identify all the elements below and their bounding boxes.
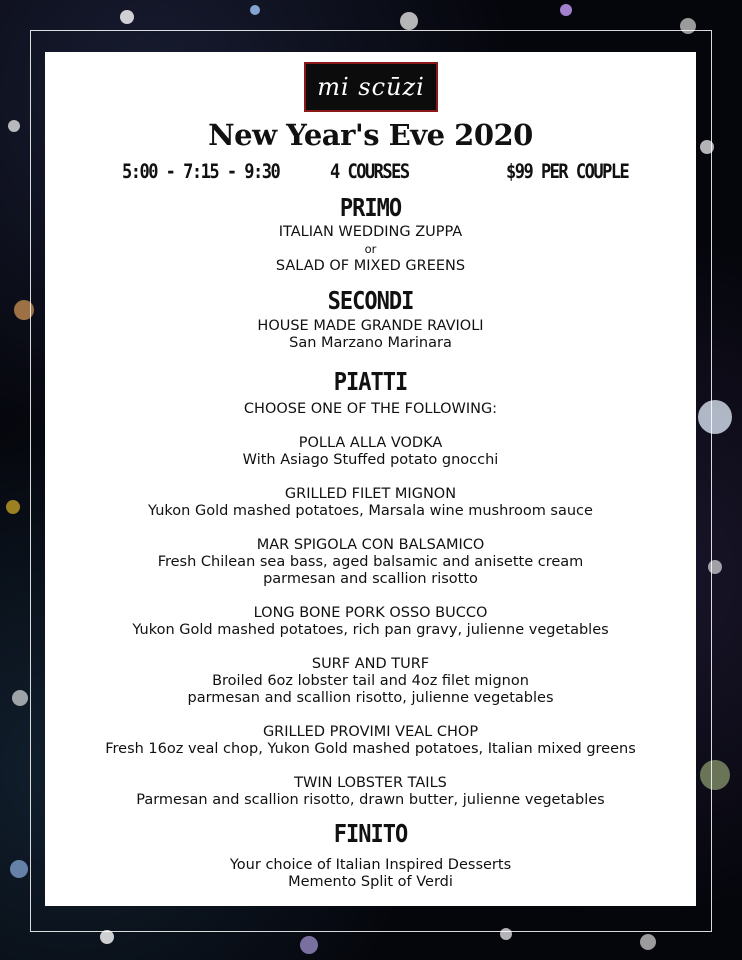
dish-desc: Yukon Gold mashed potatoes, Marsala wine mushroom sauce [148,503,593,519]
sparkle-dot [250,5,260,15]
restaurant-logo [304,62,438,112]
primo-or: or [364,242,377,256]
dish-name: GRILLED PROVIMI VEAL CHOP [262,724,479,740]
logo-text: mi scūzi [317,73,425,101]
dish-desc: parmesan and scallion risotto, julienne vegetables [187,690,554,706]
piatti-intro: CHOOSE ONE OF THE FOLLOWING: [243,401,498,417]
sparkle-dot [120,10,134,24]
finito-line-2: Memento Split of Verdi [288,874,453,890]
course-count: 4 COURSES [330,160,409,184]
sparkle-dot [400,12,418,30]
sparkle-dot [640,934,656,950]
dish-desc: Broiled 6oz lobster tail and 4oz filet mignon [212,673,529,689]
dish-name: GRILLED FILET MIGNON [284,486,457,502]
sparkle-dot [300,936,318,954]
dish-name: MAR SPIGOLA CON BALSAMICO [256,537,485,553]
dish-desc: With Asiago Stuffed potato gnocchi [242,452,499,468]
secondi-desc: San Marzano Marinara [289,335,452,351]
section-heading-secondi: SECONDI [327,287,414,316]
sparkle-dot [10,860,28,878]
dish-name: SURF AND TURF [311,656,430,672]
price: $99 PER COUPLE [506,160,629,184]
section-heading-piatti: PIATTI [333,368,408,397]
sparkle-dot [6,500,20,514]
menu-card [45,52,696,906]
sparkle-dot [8,120,20,132]
dish-desc: parmesan and scallion risotto [263,571,478,587]
primo-option-2: SALAD OF MIXED GREENS [275,258,466,274]
section-heading-finito: FINITO [333,820,408,849]
primo-option-1: ITALIAN WEDDING ZUPPA [278,224,463,240]
seating-times: 5:00 - 7:15 - 9:30 [122,160,280,184]
sparkle-dot [100,930,114,944]
section-heading-primo: PRIMO [339,194,402,223]
dish-name: TWIN LOBSTER TAILS [294,775,447,791]
dish-desc: Yukon Gold mashed potatoes, rich pan gravy, julienne vegetables [132,622,609,638]
dish-name: POLLA ALLA VODKA [298,435,443,451]
dish-desc: Fresh 16oz veal chop, Yukon Gold mashed potatoes, Italian mixed greens [105,741,636,757]
dish-desc: Fresh Chilean sea bass, aged balsamic and anisette cream [157,554,584,570]
dish-name: LONG BONE PORK OSSO BUCCO [253,605,488,621]
dish-desc: Parmesan and scallion risotto, drawn butter, julienne vegetables [136,792,605,808]
finito-line-1: Your choice of Italian Inspired Desserts [229,857,512,873]
sparkle-dot [12,690,28,706]
sparkle-dot [560,4,572,16]
menu-title: New Year's Eve 2020 [208,118,533,152]
secondi-name: HOUSE MADE GRANDE RAVIOLI [257,318,484,334]
